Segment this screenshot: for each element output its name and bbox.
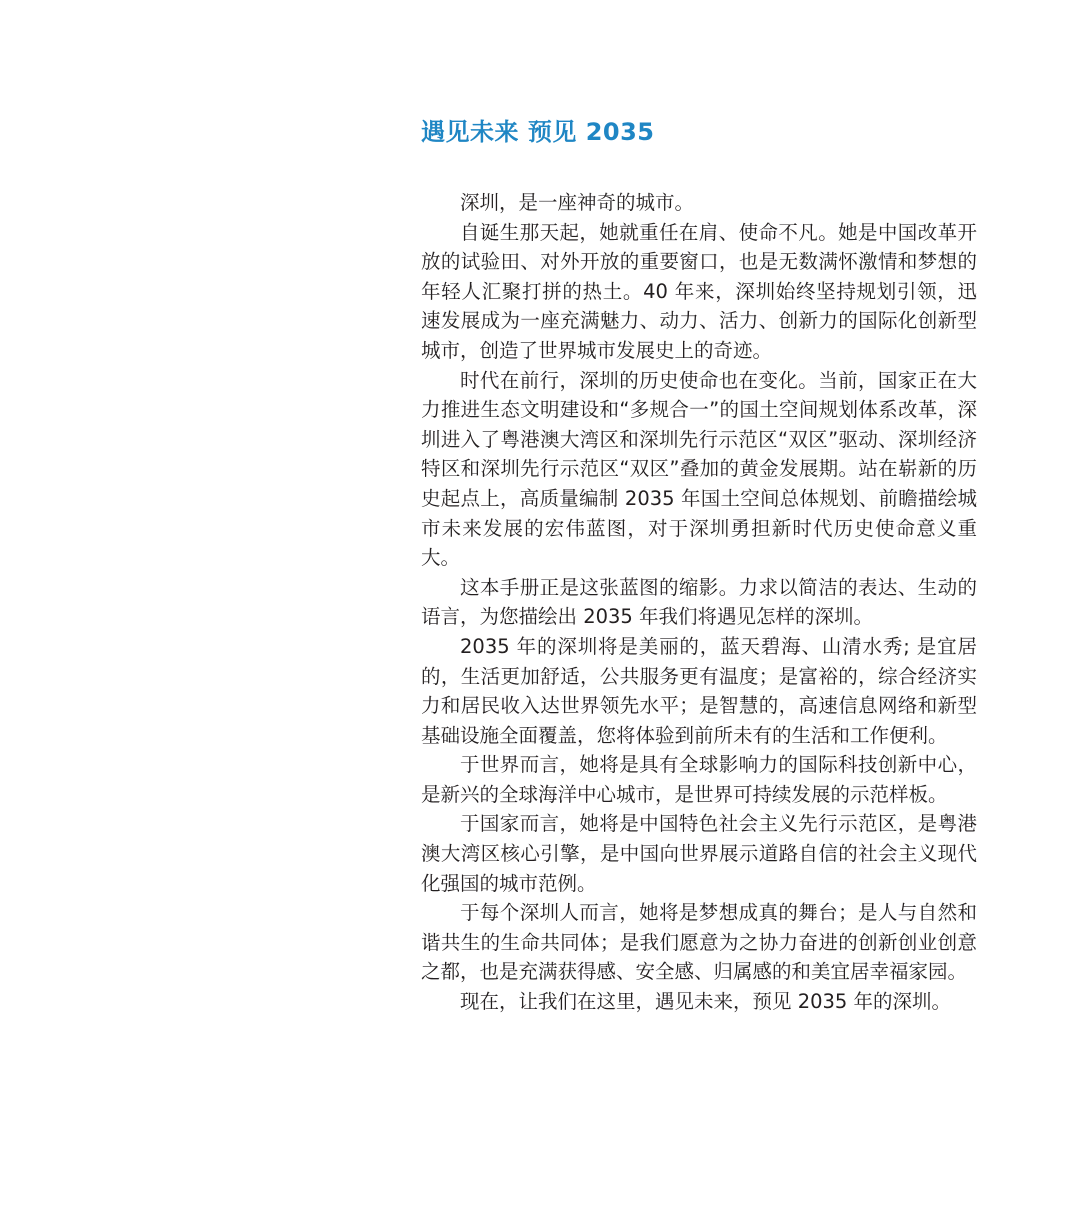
paragraph-8: 于每个深圳人而言，她将是梦想成真的舞台；是人与自然和谐共生的生命共同体；是我们愿意为之协力奋进的创新创业创意之都，也是充满获得感、安全感、归属感的和美宜居幸福家园。	[421, 901, 977, 984]
paragraph-4: 这本手册正是这张蓝图的缩影。力求以简洁的表达、生动的语言，为您描绘出 2035 年我们将遇见怎样的深圳。	[421, 575, 977, 629]
paragraph-6: 于世界而言，她将是具有全球影响力的国际科技创新中心，是新兴的全球海洋中心城市，是世界可持续发展的示范样板。	[421, 753, 977, 806]
paragraph-3: 时代在前行，深圳的历史使命也在变化。当前，国家正在大力推进生态文明建设和“多规合一”的国土空间规划体系改革，深圳进入了粤港澳大湾区和深圳先行示范区“双区”驱动、深圳经济特区和深圳先行示范区“双区”叠加的黄金发展期。站在崭新的历史起点上，高质量编制 2035 年国土空间总体规划、前瞻描绘城市未来发展的宏伟蓝图，对于深圳勇担新时代历史使命意义重大。	[421, 368, 977, 570]
paragraph-7: 于国家而言，她将是中国特色社会主义先行示范区，是粤港澳大湾区核心引擎，是中国向世界展示道路自信的社会主义现代化强国的城市范例。	[421, 812, 977, 895]
paragraph-1: 深圳，是一座神奇的城市。	[460, 191, 695, 214]
paragraph-5: 2035 年的深圳将是美丽的，蓝天碧海、山清水秀; 是宜居的，生活更加舒适，公共服务更有温度；是富裕的，综合经济实力和居民收入达世界领先水平；是智慧的，高速信息网络和新型基础设施全面覆盖，您将体验到前所未有的生活和工作便利。	[421, 634, 977, 747]
paragraph-9: 现在，让我们在这里，遇见未来，预见 2035 年的深圳。	[460, 990, 952, 1014]
document-page	[421, 0, 977, 1212]
body-text	[421, 188, 977, 1017]
paragraph-2: 自诞生那天起，她就重任在肩、使命不凡。她是中国改革开放的试验田、对外开放的重要窗口，也是无数满怀激情和梦想的年轻人汇聚打拼的热土。40 年来，深圳始终坚持规划引领，迅速发展成为一座充满魅力、动力、活力、创新力的国际化创新型城市，创造了世界城市发展史上的奇迹。	[421, 220, 977, 362]
page-title: 遇见未来 预见 2035	[421, 118, 655, 146]
